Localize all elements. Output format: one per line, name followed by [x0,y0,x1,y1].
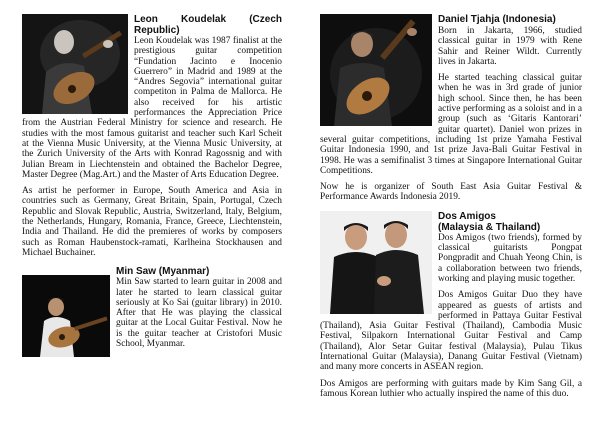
paragraph-koudelak-2: As artist he performer in Europe, South America and Asia in countries such as Germany, Great Britain, Spain, Portugal, Czech Republic and Slovak Republic, Austria, Switzerland, Italy, Belgium, the Netherlands, Hungary, Romania, France, Greece, Liechtenstein, India and Thailand. He did the premieres of works by composers such as Roman Haubenstock-ramati, Karlheina Stockhausen and Michael Buchainer. [22,186,282,258]
paragraph-amigos-3: Dos Amigos are performing with guitars made by Kim Sang Gil, a famous Korean luthier who actually inspired the name of this duo. [320,378,582,399]
left-column [22,14,282,359]
bio-dos-amigos [320,211,582,399]
paragraph-tjahja-1: Born in Jakarta, 1966, studied classical guitar in 1979 with Rene Sahir and Reiner Wildt. Currently lives in Jakarta. [438,26,582,67]
name-dos-amigos-line2: (Malaysia & Thailand) [438,221,541,233]
photo-leon-koudelak [22,14,128,114]
paragraph-koudelak-1: Leon Koudelak was 1987 finalist at the prestigious guitar competition “Fundation Jacinto e Inocenio Guerrero” in Madrid and 1989 at the “Andres Segovia” international guitar competiton in Palma de Mallorca. He also received for his artistic performances the Appreciation Price from the Austrian Federal Ministry for science and research. He studies with the most famous guitarist and teacher such Karl Scheit at the Vienna Music University, at the Vienna Music University, at the Zurich University of the Arts with Konrad Ragossnig and with Julian Bream in Liechtenstein and obtained the Bachelor Degree, Master Degree (Mag.Art.) and the Master of Arts Education Degree. [22,36,282,180]
paragraph-amigos-1: Dos Amigos (two friends), formed by classical guitarists Pongpat Pongpradit and Chuah Yeong Chin, is a collaboration between two friends, working and playing music together. [438,232,582,284]
photo-dos-amigos [320,211,432,314]
name-leon-koudelak: Leon Koudelak (Czech Republic) [134,14,282,36]
bio-daniel-tjahja [320,14,582,203]
name-daniel-tjahja: Daniel Tjahja (Indonesia) [438,14,556,25]
paragraph-min-saw-1: Min Saw started to learn guitar in 2008 and later he started to learn classical guitar seriously at Ko Sai (guitar library) in 2010. After that He was playing the classical guitar at the Local Guitar Festival. Now he is the guitar teacher at Cristofori Music School, Myanmar. [116,277,282,350]
right-column [320,14,582,399]
paragraph-amigos-2: Dos Amigos Guitar Duo they have appeared as guests of artists and performed in Pattaya Guitar Festival (Thailand), Asia Guitar Festival (Thailand), Cambodia Music Festival, Silpakorn International Guitar Festival and Camp (Thailand), Alor Setar Guitar festival (Malaysia), Pulau Tikus International Guitar (Malaysia), Danang Guitar Festival (Vietnam) and many more concerts in ASEAN region. [320,290,582,373]
name-dos-amigos-line1: Dos Amigos [438,210,496,222]
photo-daniel-tjahja [320,14,432,126]
photo-min-saw [22,275,110,357]
bio-min-saw [22,266,282,359]
bio-leon-koudelak [22,14,282,258]
paragraph-tjahja-3: Now he is organizer of South East Asia Guitar Festival & Performance Awards Indonesia 2019. [320,182,582,203]
name-min-saw: Min Saw (Myanmar) [116,266,210,278]
paragraph-tjahja-2: He started teaching classical guitar when he was in 3rd grade of junior high school. Since then, he has been active performing as a soloist and in a group (such as ‘Gitaris Kantorari’ guitar quartet). Daniel won prizes in several guitar competitions, including 1st prize Yamaha Festival Guitar Indonesia 1990, and 1st prize Java-Bali Guitar Festival in 1998. He was a semifinalist 3 times at Singapore International Guitar Competitions. [320,73,582,176]
